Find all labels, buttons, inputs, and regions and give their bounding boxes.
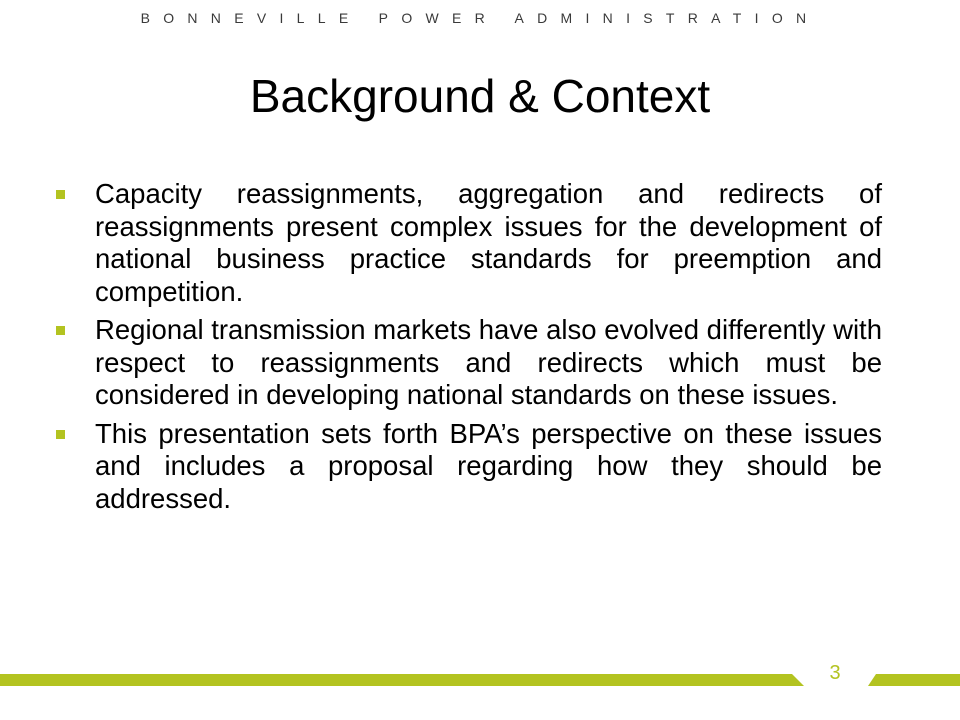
slide-title: Background & Context bbox=[249, 70, 711, 122]
bullet-text: Regional transmission markets have also evolved differently with respect to reassignments and redirects which must be considered in developing national standards on these issues. bbox=[95, 314, 882, 410]
bullet-text: Capacity reassignments, aggregation and redirects of reassignments present complex issues for the development of national business practice standards for preemption and competition. bbox=[95, 178, 882, 307]
bullet-item bbox=[56, 418, 882, 516]
square-bullet-icon bbox=[56, 190, 65, 199]
footer-bar-right-segment bbox=[868, 674, 960, 686]
square-bullet-icon bbox=[56, 326, 65, 335]
footer-bar-left-segment bbox=[0, 674, 804, 686]
organization-header: BONNEVILLE POWER ADMINISTRATION bbox=[140, 10, 820, 26]
square-bullet-icon bbox=[56, 430, 65, 439]
bullet-item bbox=[56, 314, 882, 412]
page-number: 3 bbox=[829, 662, 841, 684]
bullet-item bbox=[56, 178, 882, 308]
bullet-list bbox=[56, 178, 882, 521]
bullet-text: This presentation sets forth BPA’s perspective on these issues and includes a proposal regarding how they should be addressed. bbox=[95, 417, 882, 514]
